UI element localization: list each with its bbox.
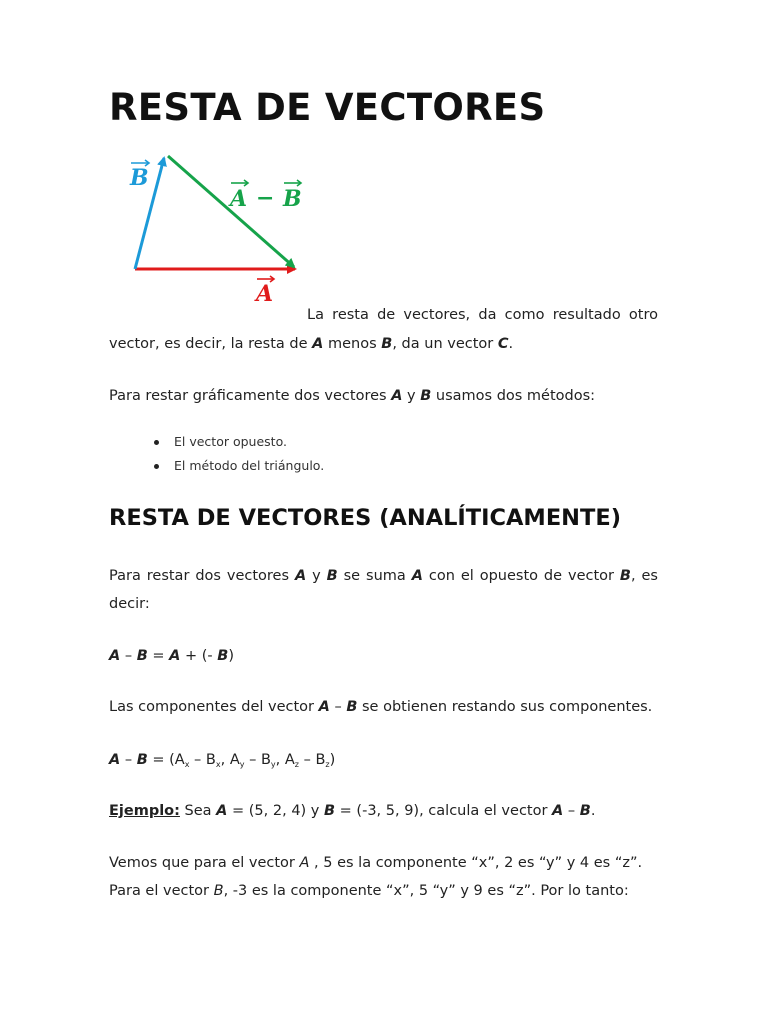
label-a-minus-b <box>228 180 302 212</box>
formula-2: $A - B = (A_x - B_x$, $A_y - B_y$, $A_z - B_z$) <box>109 752 336 769</box>
label-a <box>254 276 274 307</box>
list-item: El método del triángulo. <box>150 454 324 478</box>
page-title: RESTA DE VECTORES <box>109 86 546 129</box>
section-para-1-line-2: decir: <box>109 596 150 612</box>
methods-list <box>150 430 324 478</box>
example-line: Ejemplo: Sea A = (5, 2, 4) y B = (-3, 5, 9), calcula el vector A – B. <box>109 803 596 819</box>
methods-intro: Para restar gráficamente dos vectores A y B usamos dos métodos: <box>109 388 596 404</box>
bullet-icon <box>154 440 159 445</box>
intro-line-2: vector, es decir, la resta de A menos B, da un vector C. <box>109 336 514 352</box>
svg-text:−: − <box>256 185 275 211</box>
formula-1: A – B = A + (- B) <box>109 648 234 664</box>
intro-line-1: La resta de vectores, da como resultado otro <box>307 307 658 323</box>
svg-text:B: B <box>130 165 149 191</box>
label-b <box>129 160 149 191</box>
svg-text:B: B <box>283 186 302 212</box>
section-para-1-line-1: Para restar dos vectores A y B se suma A con el opuesto de vector B, es <box>109 568 658 584</box>
vector-subtraction-diagram <box>110 150 320 310</box>
section-para-3-line-2: Para el vector B, -3 es la componente “x”, 5 “y” y 9 es “z”. Por lo tanto: <box>109 883 629 899</box>
section-heading: RESTA DE VECTORES (ANALÍTICAMENTE) <box>109 505 622 531</box>
bullet-icon <box>154 464 159 469</box>
svg-text:A: A <box>230 186 248 212</box>
section-para-3-line-1: Vemos que para el vector A , 5 es la componente “x”, 2 es “y” y 4 es “z”. <box>109 855 643 871</box>
svg-text:A: A <box>256 281 274 307</box>
section-para-2: Las componentes del vector A – B se obtienen restando sus componentes. <box>109 699 653 715</box>
list-item: El vector opuesto. <box>150 430 324 454</box>
